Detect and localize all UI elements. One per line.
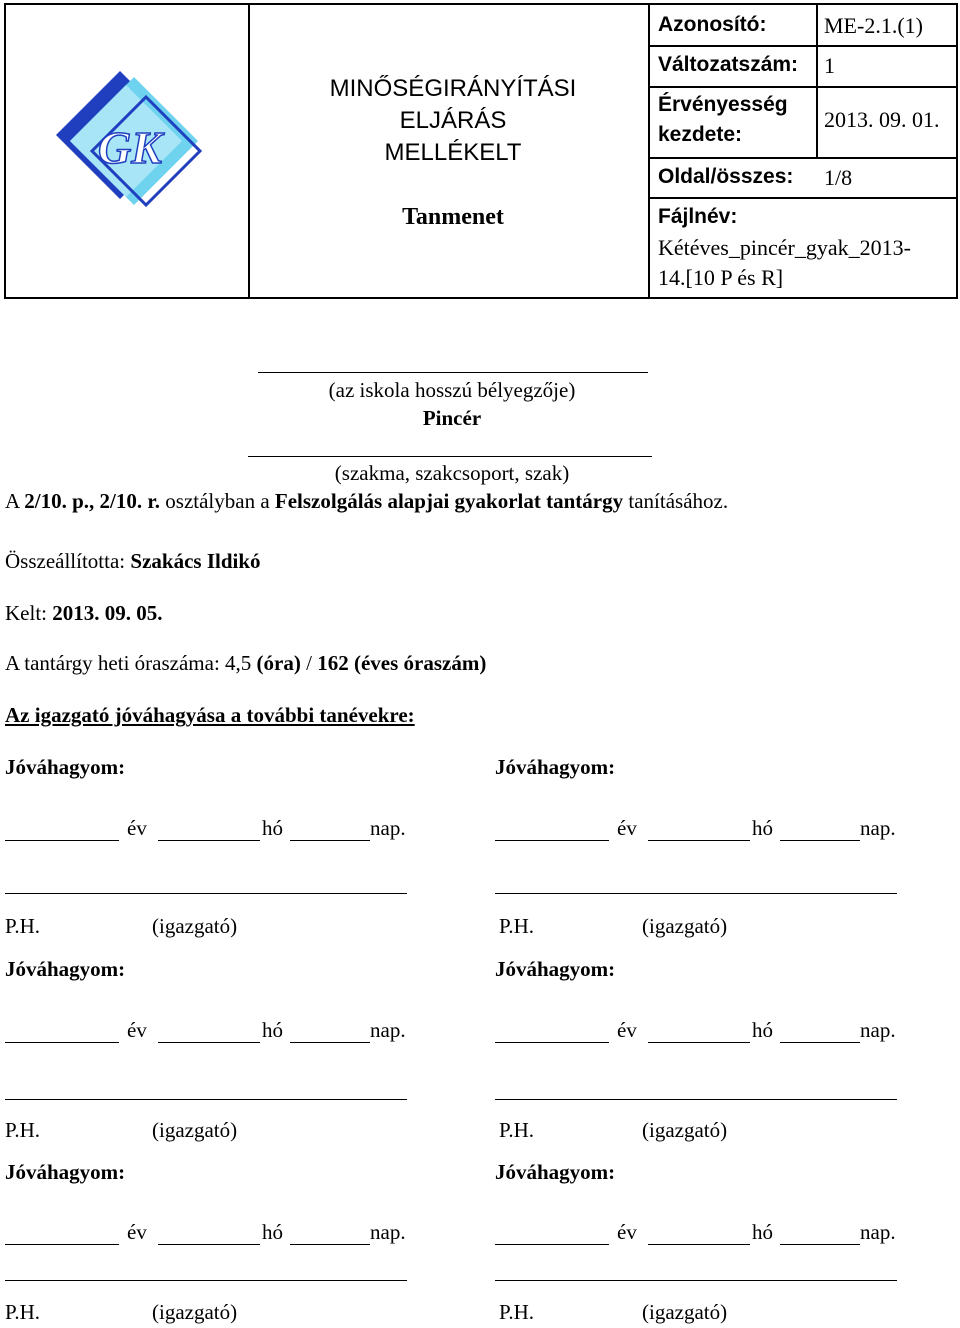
month-label: hó bbox=[752, 1220, 773, 1244]
day-label: nap. bbox=[370, 1018, 406, 1042]
year-blank bbox=[5, 1042, 119, 1043]
profession-caption: (szakma, szakcsoport, szak) bbox=[334, 461, 570, 485]
director-label: (igazgató) bbox=[152, 1118, 238, 1142]
id-label: Azonosító: bbox=[658, 13, 767, 36]
director-label: (igazgató) bbox=[152, 1300, 238, 1324]
logo-text: GK bbox=[98, 122, 162, 173]
stamp-label: P.H. bbox=[5, 1118, 41, 1142]
author-value: Szakács Ildikó bbox=[130, 549, 261, 573]
class-value: 2/10. p., 2/10. r. bbox=[24, 489, 161, 513]
year-blank bbox=[495, 840, 609, 841]
text: / bbox=[300, 651, 318, 675]
header-row-line bbox=[648, 157, 956, 159]
header-divider bbox=[248, 5, 250, 297]
signature-line bbox=[5, 1099, 407, 1100]
signature-line bbox=[495, 893, 897, 894]
approval-label: Jóváhagyom: bbox=[495, 957, 616, 981]
signature-line bbox=[5, 893, 407, 894]
title-line: ELJÁRÁS bbox=[399, 107, 507, 134]
month-label: hó bbox=[752, 816, 773, 840]
approval-label: Jóváhagyom: bbox=[5, 1160, 126, 1184]
document-header bbox=[4, 3, 958, 299]
stamp-caption: (az iskola hosszú bélyegzője) bbox=[328, 378, 576, 402]
stamp-line bbox=[258, 372, 648, 373]
year-blank bbox=[5, 840, 119, 841]
approval-label: Jóváhagyom: bbox=[5, 957, 126, 981]
company-logo bbox=[50, 65, 220, 225]
subject-value: Felszolgálás alapjai gyakorlat tantárgy bbox=[274, 489, 624, 513]
director-label: (igazgató) bbox=[642, 1300, 728, 1324]
year-label: év bbox=[617, 1018, 637, 1042]
stamp-label: P.H. bbox=[499, 914, 535, 938]
year-label: év bbox=[617, 816, 637, 840]
author-line bbox=[5, 549, 261, 574]
day-label: nap. bbox=[860, 1220, 896, 1244]
signature-line bbox=[495, 1099, 897, 1100]
day-blank bbox=[290, 1042, 370, 1043]
document-title bbox=[252, 73, 654, 169]
year-label: év bbox=[127, 1018, 147, 1042]
year-label: év bbox=[127, 816, 147, 840]
header-divider bbox=[816, 5, 818, 159]
day-blank bbox=[780, 1244, 860, 1245]
version-value: 1 bbox=[824, 53, 835, 78]
text: tanításához. bbox=[623, 489, 729, 513]
header-row-line bbox=[648, 86, 956, 88]
profession: Pincér bbox=[422, 406, 482, 430]
page-value: 1/8 bbox=[824, 165, 853, 190]
month-blank bbox=[648, 1244, 750, 1245]
year-blank bbox=[495, 1042, 609, 1043]
day-label: nap. bbox=[370, 1220, 406, 1244]
filename-value: 14.[10 P és R] bbox=[658, 265, 784, 290]
year-blank bbox=[495, 1244, 609, 1245]
approval-heading: Az igazgató jóváhagyása a további tanévekre: bbox=[5, 703, 415, 727]
month-blank bbox=[648, 840, 750, 841]
month-label: hó bbox=[262, 816, 283, 840]
approval-label: Jóváhagyom: bbox=[495, 755, 616, 779]
date-line bbox=[5, 601, 163, 626]
stamp-label: P.H. bbox=[499, 1300, 535, 1324]
month-label: hó bbox=[752, 1018, 773, 1042]
year-blank bbox=[5, 1244, 119, 1245]
stamp-label: P.H. bbox=[499, 1118, 535, 1142]
year-label: év bbox=[617, 1220, 637, 1244]
day-blank bbox=[780, 840, 860, 841]
validity-label: Érvényesség bbox=[658, 93, 788, 116]
approval-label: Jóváhagyom: bbox=[5, 755, 126, 779]
title-line: MINŐSÉGIRÁNYÍTÁSI bbox=[329, 75, 577, 102]
month-blank bbox=[648, 1042, 750, 1043]
text: A tantárgy heti óraszáma: 4,5 bbox=[5, 651, 257, 675]
validity-value: 2013. 09. 01. bbox=[824, 107, 940, 132]
day-blank bbox=[290, 840, 370, 841]
hours-year: 162 (éves óraszám) bbox=[317, 651, 487, 675]
header-row-line bbox=[648, 197, 956, 199]
day-label: nap. bbox=[370, 816, 406, 840]
month-blank bbox=[158, 1042, 260, 1043]
version-label: Változatszám: bbox=[658, 53, 799, 76]
filename-value: Kétéves_pincér_gyak_2013- bbox=[658, 235, 911, 260]
text: Összeállította: bbox=[5, 549, 131, 573]
approval-label: Jóváhagyom: bbox=[495, 1160, 616, 1184]
signature-line bbox=[5, 1280, 407, 1281]
stamp-label: P.H. bbox=[5, 914, 41, 938]
year-label: év bbox=[127, 1220, 147, 1244]
page-label: Oldal/összes: bbox=[658, 165, 794, 188]
id-value: ME-2.1.(1) bbox=[824, 13, 923, 38]
class-line bbox=[5, 489, 728, 514]
text: A bbox=[5, 489, 25, 513]
month-label: hó bbox=[262, 1220, 283, 1244]
month-blank bbox=[158, 840, 260, 841]
hours-unit: (óra) bbox=[256, 651, 301, 675]
date-value: 2013. 09. 05. bbox=[52, 601, 163, 625]
document-subtitle: Tanmenet bbox=[402, 204, 504, 230]
header-row-line bbox=[648, 45, 956, 47]
director-label: (igazgató) bbox=[642, 1118, 728, 1142]
title-line: MELLÉKELT bbox=[384, 139, 522, 166]
day-label: nap. bbox=[860, 1018, 896, 1042]
day-label: nap. bbox=[860, 816, 896, 840]
profession-line bbox=[248, 456, 652, 457]
text: osztályban a bbox=[160, 489, 275, 513]
text: Kelt: bbox=[5, 601, 53, 625]
director-label: (igazgató) bbox=[642, 914, 728, 938]
signature-line bbox=[495, 1280, 897, 1281]
filename-label: Fájlnév: bbox=[658, 205, 738, 228]
director-label: (igazgató) bbox=[152, 914, 238, 938]
month-blank bbox=[158, 1244, 260, 1245]
stamp-label: P.H. bbox=[5, 1300, 41, 1324]
day-blank bbox=[290, 1244, 370, 1245]
hours-line bbox=[5, 651, 486, 676]
month-label: hó bbox=[262, 1018, 283, 1042]
validity-label: kezdete: bbox=[658, 123, 743, 146]
day-blank bbox=[780, 1042, 860, 1043]
